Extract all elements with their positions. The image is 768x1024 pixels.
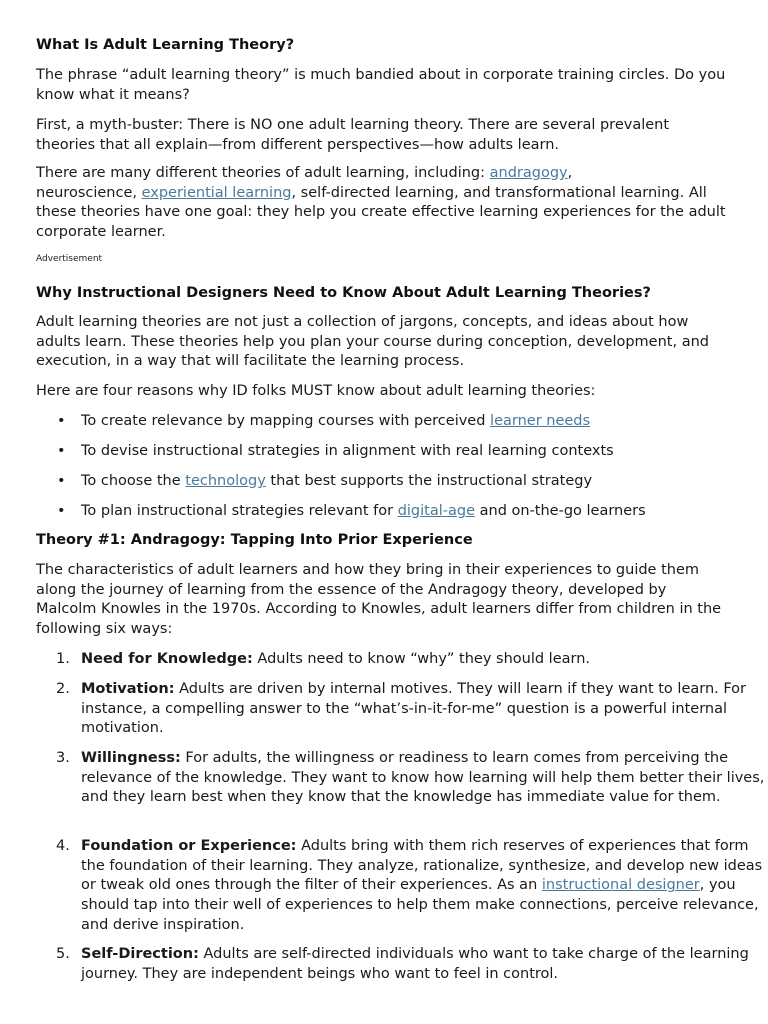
list-item [36, 680, 768, 739]
link-experiential-learning[interactable]: experiential learning [141, 184, 292, 201]
theories-text-b: , [567, 165, 573, 181]
list-item [36, 412, 768, 432]
list-number: 3. [56, 750, 70, 766]
list-number: 2. [56, 681, 70, 697]
paragraph-not-just-jargons [36, 313, 726, 372]
link-instructional-designer[interactable]: instructional designer [541, 877, 700, 894]
reason-text: To choose the [81, 473, 186, 489]
link-andragogy[interactable]: andragogy [489, 165, 568, 181]
theories-text-a: There are many different theories of adult learning, including: [36, 165, 490, 181]
list-item [36, 945, 768, 984]
reason-text: To create relevance by mapping courses with perceived [81, 413, 491, 429]
advertisement-label: Advertisement [36, 254, 103, 264]
item-text: Adults need to know “why” they should learn. [252, 651, 591, 667]
reason-text: To devise instructional strategies in alignment with real learning contexts [81, 443, 614, 459]
link-digital-age[interactable]: digital-age [397, 503, 476, 519]
paragraph-four-reasons [36, 382, 736, 402]
list-item [36, 650, 768, 670]
reason-text-post: that best supports the instructional strategy [265, 473, 593, 489]
heading-why-instructional-designers: Why Instructional Designers Need to Know About Adult Learning Theories? [36, 285, 651, 301]
theories-text-c: neuroscience, [36, 184, 142, 201]
bullet-icon: • [57, 503, 66, 519]
list-number: 4. [56, 838, 70, 854]
item-text: Adults are self-directed individuals who want to take charge of the learning journey. They are independent beings who want to feel in control. [81, 946, 749, 982]
item-text: Adults are driven by internal motives. They will learn if they want to learn. For instance, a compelling answer to the “what’s-in-it-for-me” question is a powerful internal motivation. [81, 681, 747, 737]
list-number: 1. [56, 651, 70, 667]
paragraph-theories [36, 164, 741, 243]
list-item [36, 749, 768, 808]
bullet-icon: • [57, 473, 66, 489]
term-motivation: Motivation: [81, 681, 175, 697]
paragraph-intro [36, 66, 736, 105]
paragraph-andragogy-intro-text: The characteristics of adult learners and how they bring in their experiences to guide them along the journey of learning from the essence of the Andragogy theory, developed by Malcolm Knowles in the 1970s. According to Knowles, adult learners differ from children in the following six ways: [36, 562, 722, 638]
term-self-direction: Self-Direction: [81, 946, 199, 962]
link-learner-needs[interactable]: learner needs [490, 413, 591, 429]
paragraph-andragogy-intro [36, 561, 731, 640]
item-text-post: , you should tap into their well of experiences to help them make connections, perceive relevance, and derive inspiration. [81, 877, 759, 933]
list-item [36, 837, 768, 936]
bullet-icon: • [57, 443, 66, 459]
bullet-icon: • [57, 413, 66, 429]
list-item [36, 442, 768, 462]
heading-what-is-adult-learning-theory: What Is Adult Learning Theory? [36, 37, 295, 53]
theories-text-d: , self-directed learning, and transformational learning. All these theories have one goal: they help you create effective learning experiences for the adult corporate learner. [36, 184, 726, 241]
reason-text: To plan instructional strategies relevant for [81, 503, 398, 519]
term-need-for-knowledge: Need for Knowledge: [81, 651, 253, 667]
paragraph-myth-buster-text: First, a myth-buster: There is NO one adult learning theory. There are several prevalent theories that all explain—from different perspectives—how adults learn. [36, 117, 670, 153]
paragraph-not-just-jargons-text: Adult learning theories are not just a collection of jargons, concepts, and ideas about how adults learn. These theories help you plan your course during conception, development, and execution, in a way that will facilitate the learning process. [36, 314, 709, 370]
link-technology[interactable]: technology [185, 473, 266, 489]
reason-text-post: and on-the-go learners [475, 503, 646, 519]
term-foundation-or-experience: Foundation or Experience: [81, 838, 297, 854]
list-number: 5. [56, 946, 70, 962]
term-willingness: Willingness: [81, 750, 181, 766]
paragraph-four-reasons-text: Here are four reasons why ID folks MUST know about adult learning theories: [36, 383, 596, 399]
list-item [36, 472, 768, 492]
heading-theory-1-andragogy: Theory #1: Andragogy: Tapping Into Prior Experience [36, 532, 473, 548]
item-text: For adults, the willingness or readiness to learn comes from perceiving the relevance of the knowledge. They want to know how learning will help them better their lives, and they learn best when they know that the knowledge has immediate value for them. [81, 750, 765, 806]
paragraph-intro-text: The phrase “adult learning theory” is much bandied about in corporate training circles. Do you know what it means? [36, 67, 726, 103]
list-item [36, 502, 768, 522]
item-text: Adults bring with them rich reserves of experiences that form the foundation of their learning. They analyze, rationalize, synthesize, and develop new ideas or tweak old ones through the filter of their experiences. As an [81, 838, 763, 894]
paragraph-myth-buster [36, 116, 726, 155]
